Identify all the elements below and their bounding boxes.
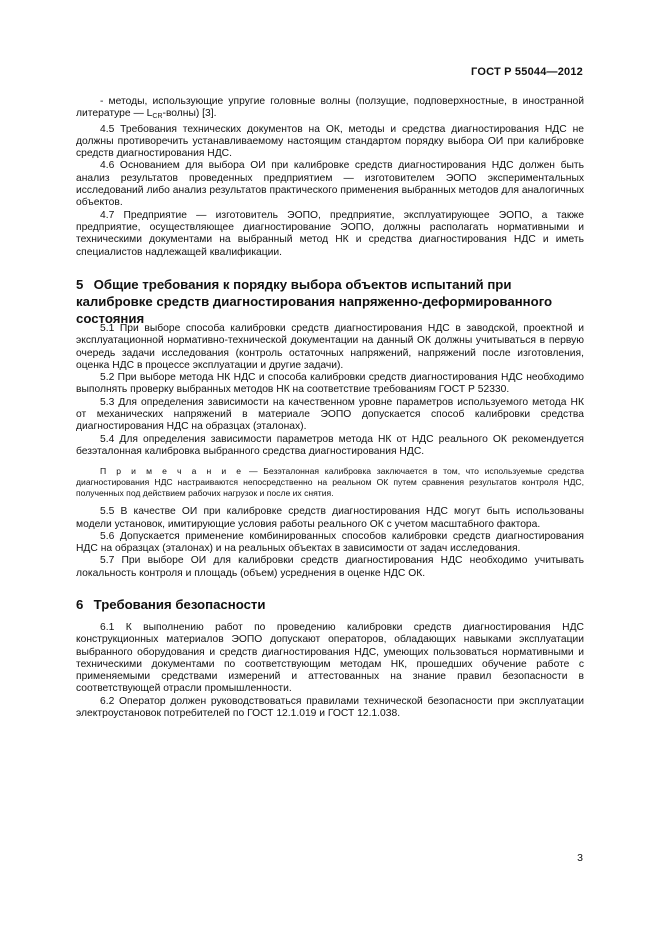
note-text: — Безэталонная калибровка заключается в том, что используемые средства диагностирования НДС настраиваются непосредственно на реальном ОК путем сравнения результатов контроля НДС, полученных под действием рабочих нагрузок и после их снятия. bbox=[76, 466, 584, 499]
paragraph-4-5: 4.5 Требования технических документов на ОК, методы и средства диагностирования НДС не должны противоречить устанавливаемому настоящим стандартом порядку выбора ОИ при калибровке средств диагностирования НДС. bbox=[76, 123, 584, 160]
paragraph-5-3: 5.3 Для определения зависимости на качественном уровне параметров используемого метода НК от механических напряжений в материале ЭОПО допускается способ калибровки средства диагностирования НДС на образцах (эталонах). bbox=[76, 396, 584, 433]
paragraph-6-1: 6.1 К выполнению работ по проведению калибровки средств диагностирования НДС конструкционных материалов ЭОПО допускают операторов, обладающих навыками эксплуатации выбранного оборудования и средств диагностирования НДС, умеющих пользоваться нормативными и техническими документами по соответствующим методам НК, прошедших обучение работе с применяемыми средствами измерений и аттестованных на знание правил безопасности в соответствующей отрасли промышленности. bbox=[76, 622, 584, 695]
paragraph-dash-item: - методы, использующие упругие головные волны (ползущие, подповерхностные, в иностранной литературе — $L_{CR}-волны$) [3]. bbox=[76, 96, 584, 121]
paragraph-5-2: 5.2 При выборе метода НК НДС и способа калибровки средств диагностирования НДС необходимо выполнять проверку выбранных методов НК на соответствие требованиям ГОСТ Р 52330. bbox=[76, 372, 584, 396]
section-5-body bbox=[76, 323, 584, 580]
section-6-number: 6 bbox=[76, 597, 84, 612]
paragraph-5-7: 5.7 При выборе ОИ для калибровки средств диагностирования НДС необходимо учитывать локальность контроля и площадь (объем) усреднения в оценке НДС ОК. bbox=[76, 555, 584, 579]
paragraph-5-1: 5.1 При выборе способа калибровки средств диагностирования НДС в заводской, проектной и эксплуатационной нормативно-технической документации на данный ОК должны учитываться в первую очередь задачи исследования (контроль остаточных напряжений, напряжений после изготовления, оценка НДС в процессе эксплуатации и другие задачи). bbox=[76, 323, 584, 371]
section-5-number: 5 bbox=[76, 277, 84, 292]
section-6-heading bbox=[76, 596, 584, 613]
section-5-title: Общие требования к порядку выбора объектов испытаний при калибровке средств диагностирования напряженно-деформированного состояния bbox=[76, 277, 553, 326]
page-number: 3 bbox=[577, 852, 583, 864]
note-5-4 bbox=[76, 466, 584, 499]
section-5-heading bbox=[76, 276, 584, 327]
clause-4-continuation bbox=[76, 96, 584, 259]
section-6-body bbox=[76, 622, 584, 720]
paragraph-5-6: 5.6 Допускается применение комбинированных способов калибровки средств диагностирования НДС на образцах (эталонах) и на реальных объектах в зависимости от задач исследования. bbox=[76, 530, 584, 555]
paragraph-6-2: 6.2 Оператор должен руководствоваться правилами технической безопасности при эксплуатации электроустановок потребителей по ГОСТ 12.1.019 и ГОСТ 12.1.038. bbox=[76, 695, 584, 720]
paragraph-5-4: 5.4 Для определения зависимости параметров метода НК от НДС реального ОК рекомендуется безэталонная калибровка выбранного средства диагностирования НДС. bbox=[76, 433, 584, 457]
note-label: П р и м е ч а н и е bbox=[100, 466, 244, 477]
document-code-header: ГОСТ Р 55044—2012 bbox=[471, 66, 583, 78]
paragraph-4-7: 4.7 Предприятие — изготовитель ЭОПО, предприятие, эксплуатирующее ЭОПО, а также предприятие, осуществляющее диагностирование ЭОПО, должны располагать нормативными и техническими документами на выбранный метод НК и средства диагностирования НДС и иметь специалистов надлежащей квалификации. bbox=[76, 209, 584, 258]
paragraph-4-6: 4.6 Основанием для выбора ОИ при калибровке средств диагностирования НДС должен быть анализ результатов проведенных предприятием — изготовителем ЭОПО экспериментальных исследований либо анализ результатов практического применения выбранных методов для аналогичных объектов. bbox=[76, 160, 584, 209]
paragraph-5-5: 5.5 В качестве ОИ при калибровке средств диагностирования НДС могут быть использованы модели установок, имитирующие условия работы реального ОК с учетом масштабного фактора. bbox=[76, 506, 584, 530]
section-6-title: Требования безопасности bbox=[93, 597, 266, 612]
